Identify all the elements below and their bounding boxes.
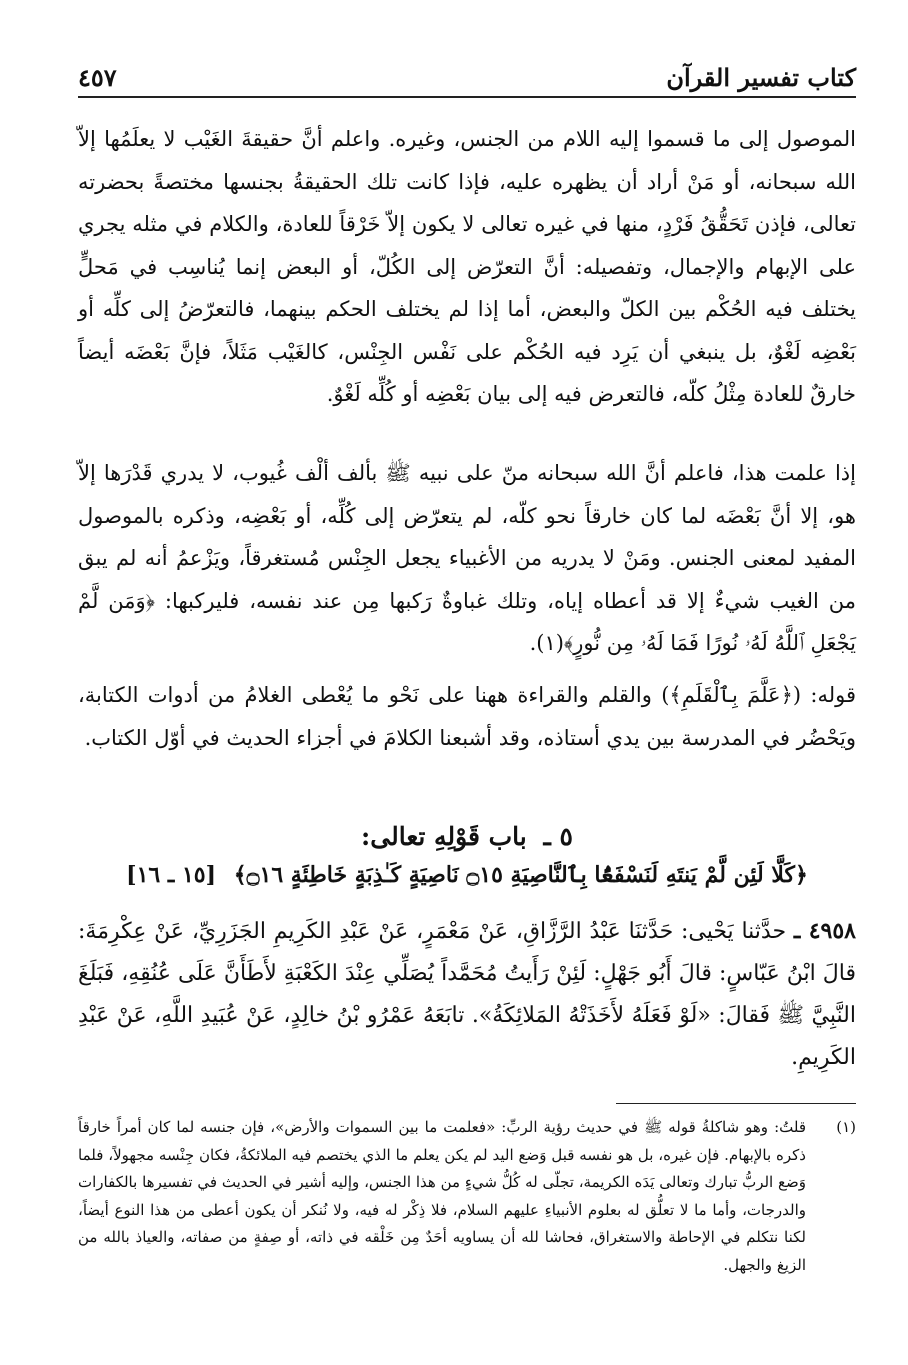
quran-verse bbox=[78, 862, 856, 888]
footnote-marker: (١) bbox=[836, 1118, 856, 1136]
chapter-title: باب قَوْلِهِ تعالى: bbox=[361, 822, 527, 851]
header-rule bbox=[78, 96, 856, 98]
page-header bbox=[78, 52, 856, 92]
chapter-heading bbox=[78, 822, 856, 851]
chapter-number: ٥ ـ bbox=[543, 822, 573, 851]
book-title: كتاب تفسير القرآن bbox=[666, 63, 856, 92]
footnote-rule bbox=[616, 1103, 856, 1104]
verse-reference: [١٥ ـ ١٦] bbox=[126, 862, 217, 888]
footnote bbox=[78, 1114, 856, 1279]
verse-text: ﴿كَلَّا لَئِن لَّمْ يَنتَهِ لَنَسْفَعًۢا بِٱلنَّاصِيَةِ ۝١٥ نَاصِيَةٍ كَـٰذِبَةٍ خَاطِئَةٍ ۝١٦﴾ bbox=[233, 862, 808, 888]
page-number: ٤٥٧ bbox=[78, 63, 117, 92]
hadith-block bbox=[78, 910, 856, 1079]
commentary-paragraph-3: قوله: (﴿عَلَّمَ بِٱلْقَلَمِ﴾) والقلم والقراءة ههنا على نَحْو ما يُعْطى الغلامُ من أدوات الكتابة، ويَحْضُر في المدرسة بين يدي أستاذه، وقد أشبعنا الكلامَ في أجزاء الحديث في أوّل الكتاب. bbox=[78, 683, 856, 750]
footnote-text: قلتُ: وهو شاكلةُ قوله ﷺ في حديث رؤية الربِّ: «فعلمت ما بين السموات والأرض»، فإن جنسه لما كان أمراً خارقاً ذكره بالإبهام. فإن غيره، بل هو نفسه قبل وَضع اليد لم يكن يعلم ما الذي يختصم فيه الملائكةُ، فكان جِنْسه مجهولاً، فلما وَضع الربُّ تبارك وتعالى يَدَه الكريمة، تجلّى له كُلُّ شيءٍ من هذا الجنس، وإليه أشير في الحديث في تفسيرها بالكفارات والدرجات، وأما ما لا تعلُّق له بعلوم الأنبياءِ عليهم السلام، فلا ذِكْر له فيه، ولا نُنكر أن يكون أعطى من هذا النوع أيضاً، لكنا نتكلم في الإحاطة والاستغراق، فحاشا لله أن يساويه أحَدٌ مِن خَلْقه في ذاته، أو صِفةٍ من صفاته، والعياذ بالله من الزيغ والجهل. bbox=[78, 1118, 807, 1274]
hadith-number: ٤٩٥٨ ـ bbox=[793, 918, 856, 944]
commentary-paragraph-2: إذا علمت هذا، فاعلم أنَّ الله سبحانه منّ على نبيه ﷺ بألف ألْف غُيوب، لا يدري قَدْرَها إلاّ هو، إلا أنَّ بَعْضَه لما كان خارقاً نحو كلّه، لم يتعرّض إلى كُلِّه، أو بَعْضِه، وذكره بالموصول المفيد لمعنى الجنس. ومَنْ لا يدريه من الأغبياء يجعل الجِنْس مُستغرقاً، ويَزْعمُ أنه لم يبق من الغيب شيءٌ إلا قد أعطاه إياه، وتلك غباوةٌ رَكبها مِن عند نفسه، فليركبها: ﴿وَمَن لَّمْ يَجْعَلِ ٱللَّهُ لَهُۥ نُورًا فَمَا لَهُۥ مِن نُّورٍ﴾(١). bbox=[78, 461, 856, 655]
hadith-text: حدَّثنا يَحْيى: حَدَّثنَا عَبْدُ الرَّزَّاقِ، عَنْ مَعْمَرٍ، عَنْ عَبْدِ الكَرِيمِ الجَزَرِيِّ، عَنْ عِكْرِمَةَ: قالَ ابْنُ عَبّاسٍ: قالَ أَبُو جَهْلٍ: لَئِنْ رَأَيتُ مُحَمَّداً يُصَلِّي عِنْدَ الكَعْبَةِ لأَطَأَنَّ عَلَى عُنُقِهِ، فَبَلَغَ النَّبِيَّ ﷺ فَقالَ: «لَوْ فَعَلَهُ لأَخَذَتْهُ المَلائِكَةُ». تابَعَهُ عَمْرُو بْنُ خالِدٍ، عَنْ عُبَيدِ اللَّهِ، عَنْ عَبْدِ الكَرِيمِ. bbox=[78, 919, 856, 1070]
commentary-paragraph-1: الموصول إلى ما قسموا إليه اللام من الجنس، وغيره. واعلم أنَّ حقيقةَ الغَيْب لا يعلَمُها إلاّ الله سبحانه، أو مَنْ أراد أن يظهره عليه، فإذا كانت تلك الحقيقةُ بجنسها مختصةً بحضرته تعالى، فإذن تَحَقُّقُ فَرْدٍ، منها في غيره تعالى لا يكون إلاّ خَرْقاً للعادة، والكلام في مثله يجري على الإبهام والإجمال، وتفصيله: أنَّ التعرّض إلى الكُلّ، أو البعض إنما يُناسِب في مَحلٍّ يختلف فيه الحُكْم بين الكلّ والبعض، أما إذا لم يختلف الحكم بينهما، فالتعرّضُ إلى كلِّه أو بَعْضِه لَغْوٌ، بل ينبغي أن يَرِد فيه الحُكْم على نَفْس الجِنْس، كالغَيْب مَثَلاً، فإنَّ بَعْضَه أيضاً خارقٌ للعادة مِثْلُ كلّه، فالتعرض فيه إلى بيان بَعْضِه أو كُلِّه لَغْوٌ. bbox=[78, 127, 856, 406]
